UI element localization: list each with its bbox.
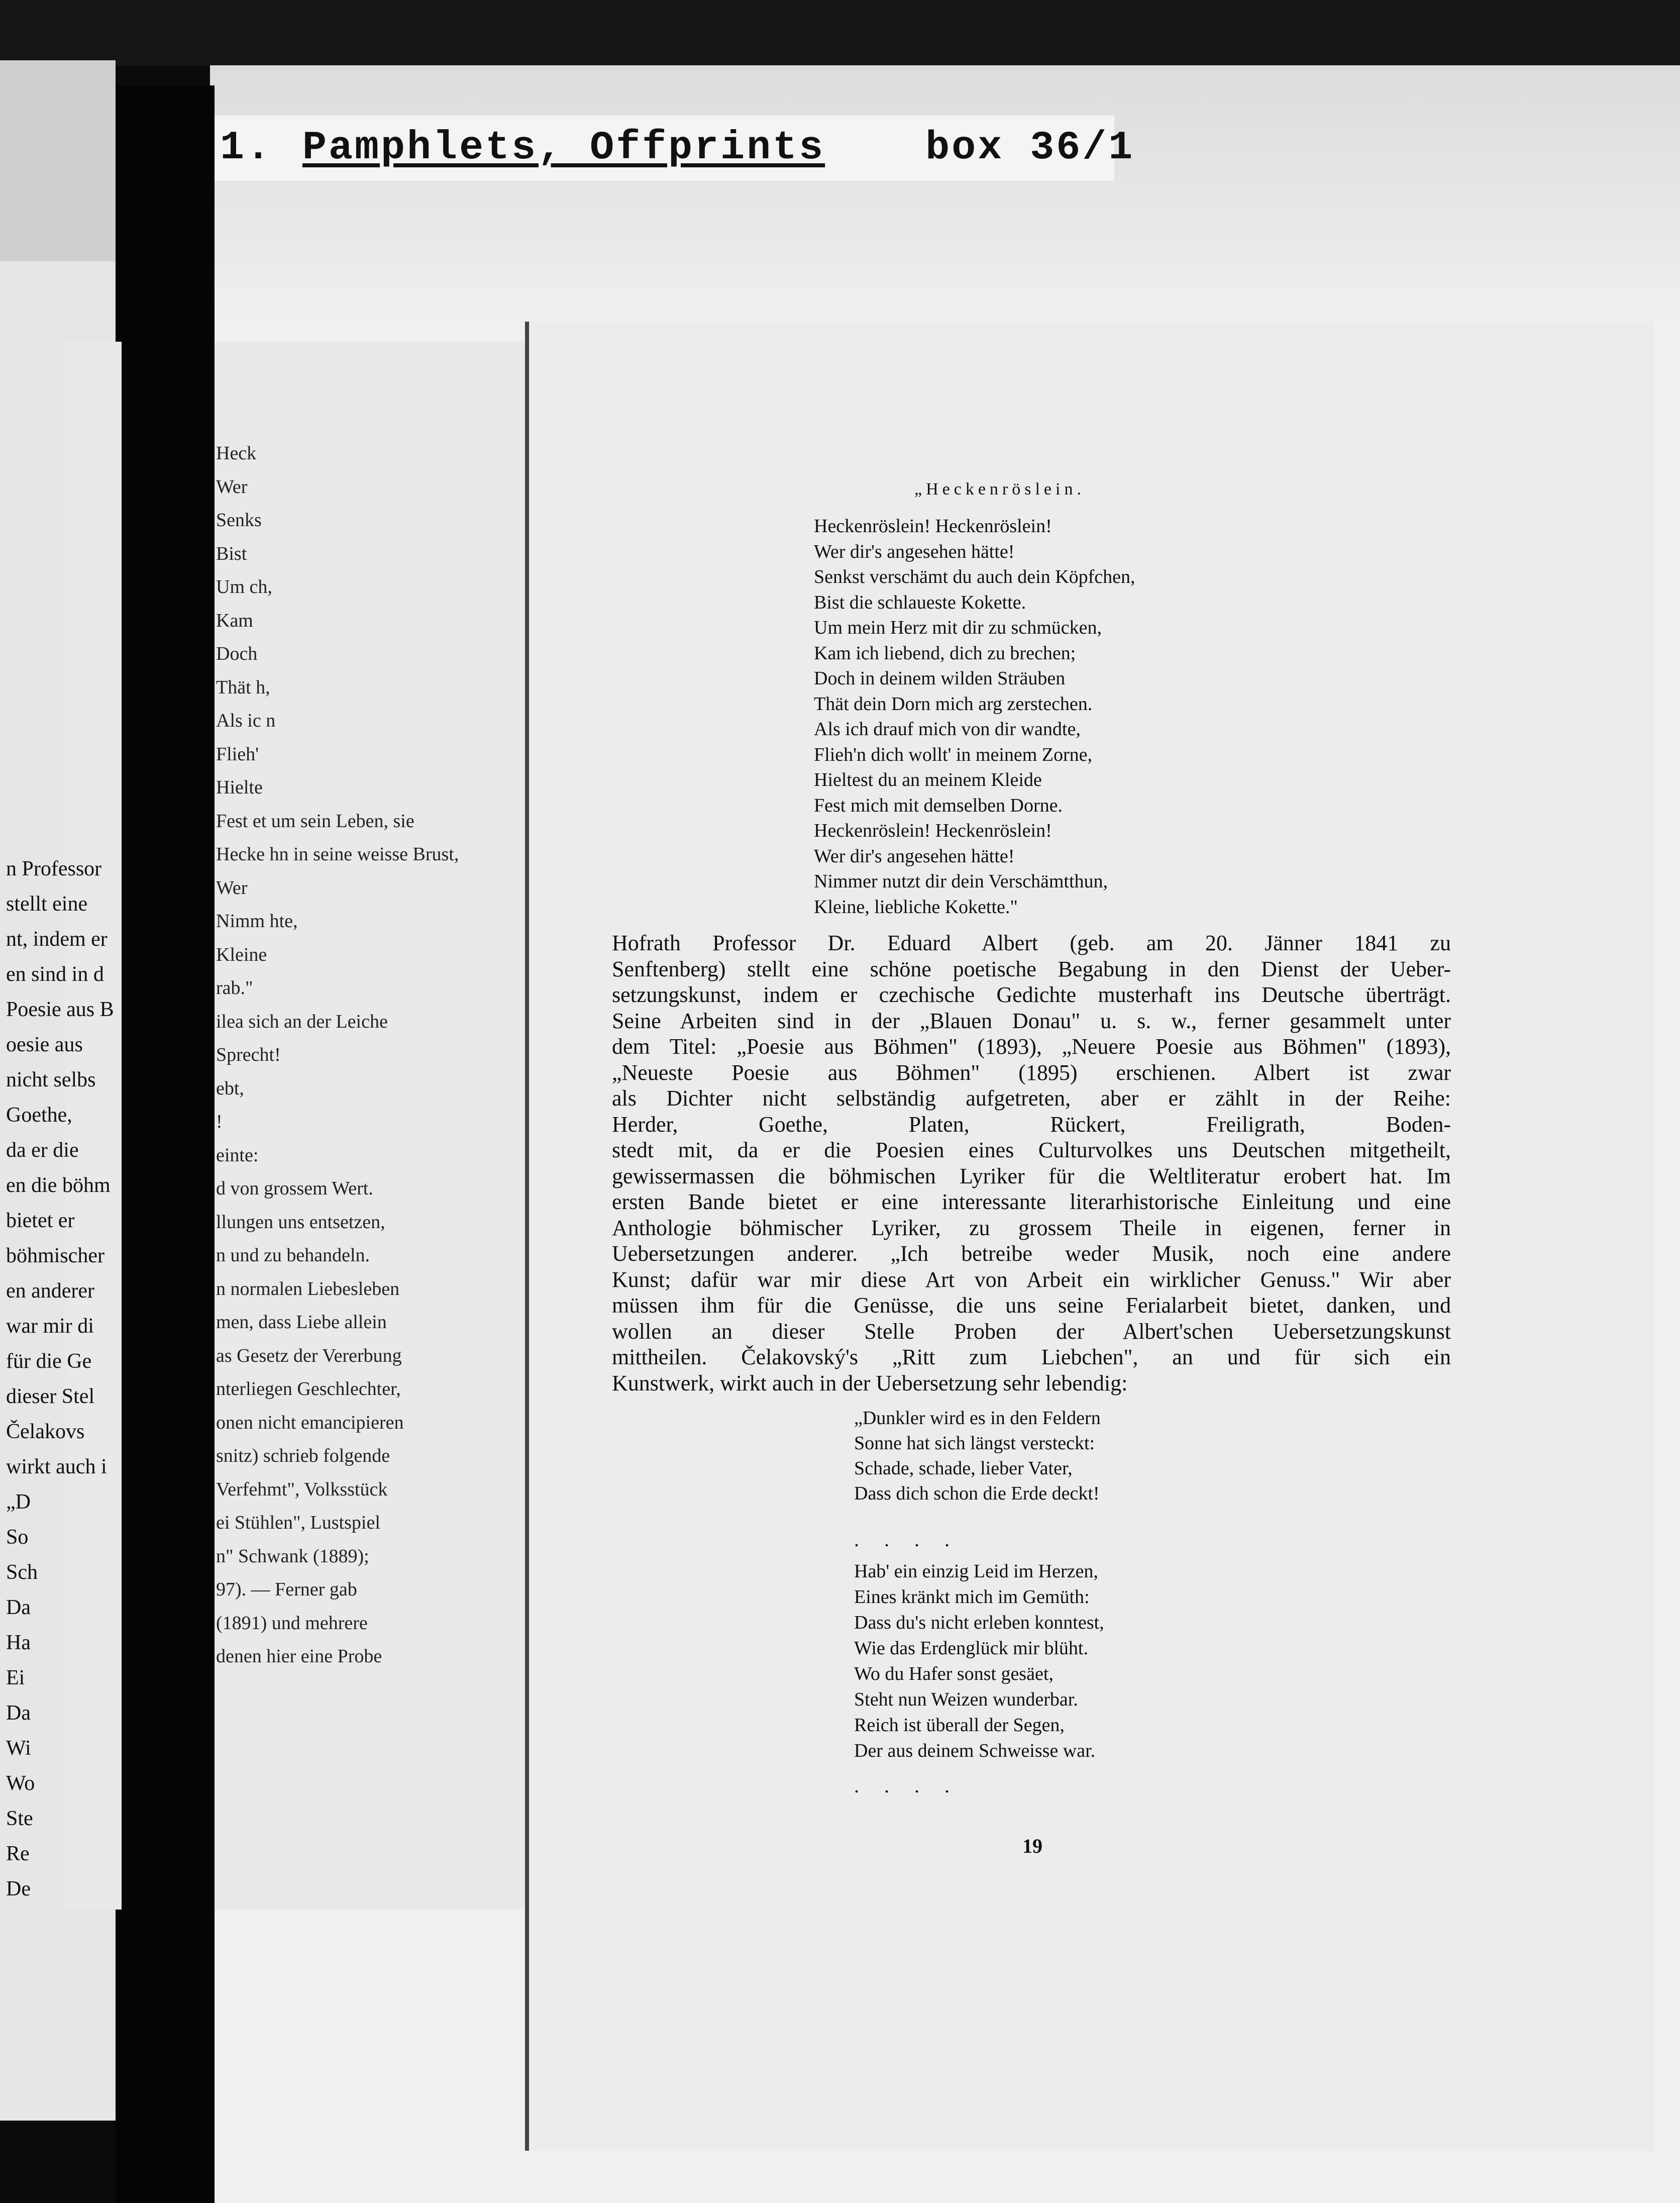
page-number: 19 <box>1022 1835 1042 1857</box>
text-line: Verfehmt", Volksstück <box>216 1478 388 1500</box>
text-line: n normalen Liebesleben <box>216 1278 400 1299</box>
text-line: Poesie aus B <box>6 998 114 1021</box>
text-line: dem Titel: „Poesie aus Böhmen" (1893), „Neuere Poesie aus Böhmen" (1893), <box>612 1034 1451 1059</box>
text-line: Flieh'n dich wollt' in meinem Zorne, <box>814 744 1093 765</box>
text-line: Kleine <box>216 944 267 965</box>
text-line: Senkst verschämt du auch dein Köpfchen, <box>814 566 1135 587</box>
text-line: nterliegen Geschlechter, <box>216 1378 401 1399</box>
text-line: ei Stühlen", Lustspiel <box>216 1512 380 1533</box>
previous-frame-edge <box>0 60 116 271</box>
text-line: Schade, schade, lieber Vater, <box>854 1458 1073 1479</box>
text-line: stellt eine <box>6 892 88 916</box>
text-line: da er die <box>6 1139 79 1162</box>
text-line: rab." <box>216 977 253 998</box>
text-line: wirkt auch i <box>6 1455 107 1478</box>
archive-label <box>210 116 1135 181</box>
text-line: Nimmer nutzt dir dein Verschämtthun, <box>814 871 1108 892</box>
text-line: So <box>6 1526 29 1549</box>
text-line: Fest mich mit demselben Dorne. <box>814 794 1063 816</box>
text-line: Nimm hte, <box>216 911 298 932</box>
text-line: Kam <box>216 610 253 631</box>
text-line: onen nicht emancipieren <box>216 1412 404 1433</box>
film-gutter-overlay <box>122 85 215 2203</box>
label-title: Pamphlets, Offprints <box>302 125 825 171</box>
text-line: Wi <box>6 1737 31 1760</box>
text-line: Sch <box>6 1561 38 1584</box>
text-line: Als ic n <box>216 710 276 731</box>
text-line: Reich ist überall der Segen, <box>854 1715 1065 1736</box>
text-line: Um ch, <box>216 576 272 597</box>
text-line: en anderer <box>6 1279 95 1303</box>
text-line: Hofrath Professor Dr. Eduard Albert (geb. am 20. Jänner 1841 zu <box>612 931 1451 955</box>
text-line: wollen an dieser Stelle Proben der Albert'schen Uebersetzungskunst <box>612 1319 1451 1344</box>
text-line: ! <box>216 1111 223 1132</box>
text-line: Senks <box>216 510 262 531</box>
text-line: Heckenröslein! Heckenröslein! <box>814 820 1052 841</box>
text-line: Seine Arbeiten sind in der „Blauen Donau" u. s. w., ferner gesammelt unter <box>612 1008 1451 1033</box>
text-line: „Dunkler wird es in den Feldern <box>854 1408 1101 1429</box>
text-line: ilea sich an der Leiche <box>216 1011 388 1032</box>
text-line: en die böhm <box>6 1174 111 1197</box>
text-line: Kleine, liebliche Kokette." <box>814 896 1018 918</box>
text-line: Doch in deinem wilden Sträuben <box>814 668 1066 689</box>
text-line: Sprecht! <box>216 1044 281 1065</box>
text-line: n und zu behandeln. <box>216 1245 370 1266</box>
text-line: Senftenberg) stellt eine schöne poetische Begabung in den Dienst der Ueber- <box>612 956 1451 981</box>
text-line: Dass dich schon die Erde deckt! <box>854 1483 1100 1504</box>
text-line: ersten Bande bietet er eine interessante literarhistorische Einleitung und eine <box>612 1189 1451 1214</box>
text-line: Herder, Goethe, Platen, Rückert, Freiligrath, Boden- <box>612 1112 1451 1137</box>
text-line: Heckenröslein! Heckenröslein! <box>814 516 1052 537</box>
text-line: Da <box>6 1701 31 1725</box>
text-line: snitz) schrieb folgende <box>216 1445 390 1466</box>
poem-title: „Heckenröslein. <box>914 480 1085 498</box>
text-line: d von grossem Wert. <box>216 1178 373 1199</box>
text-line: Hecke hn in seine weisse Brust, <box>216 844 459 865</box>
text-line: nicht selbs <box>6 1068 96 1091</box>
text-line: Da <box>6 1596 31 1619</box>
text-line: Als ich drauf mich von dir wandte, <box>814 719 1081 740</box>
text-line: „Neueste Poesie aus Böhmen" (1895) erschienen. Albert ist zwar <box>612 1060 1451 1085</box>
text-line: mittheilen. Čelakovský's „Ritt zum Liebchen", an und für sich ein <box>612 1345 1451 1369</box>
text-line: Heck <box>216 443 257 464</box>
text-line: Hieltest du an meinem Kleide <box>814 769 1042 790</box>
text-line: setzungskunst, indem er czechische Gedichte musterhaft ins Deutsche überträgt. <box>612 982 1451 1007</box>
text-line: Sonne hat sich längst versteckt: <box>854 1433 1095 1454</box>
text-line: Kunst; dafür war mir diese Art von Arbeit ein wirklicher Genuss." Wir aber <box>612 1267 1451 1292</box>
text-line: en sind in d <box>6 963 104 986</box>
text-line: Kunstwerk, wirkt auch in der Uebersetzung sehr lebendig: <box>612 1370 1128 1395</box>
text-line: Goethe, <box>6 1104 72 1127</box>
text-line: Wer dir's angesehen hätte! <box>814 541 1015 562</box>
text-line: Ste <box>6 1807 33 1830</box>
text-line: Flieh' <box>216 743 259 765</box>
text-line: Doch <box>216 643 258 664</box>
text-line: n Professor <box>6 857 102 880</box>
text-line: n" Schwank (1889); <box>216 1545 369 1567</box>
text-line: llungen uns entsetzen, <box>216 1211 385 1233</box>
text-line: nt, indem er <box>6 928 108 951</box>
ellipsis-1: . . . . <box>854 1528 960 1551</box>
text-line: Wer <box>216 476 248 497</box>
text-line: Ha <box>6 1631 31 1654</box>
text-line: ebt, <box>216 1077 244 1099</box>
label-box: box 36/1 <box>925 125 1135 171</box>
text-line: gewissermassen die böhmischen Lyriker für die Weltliteratur erobert hat. Im <box>612 1163 1451 1188</box>
text-line: Um mein Herz mit dir zu schmücken, <box>814 617 1102 638</box>
text-line: Wer dir's angesehen hätte! <box>814 845 1015 867</box>
label-number: 1. <box>220 125 273 171</box>
text-line: war mir di <box>6 1315 94 1338</box>
film-border-top <box>0 0 1680 65</box>
text-line: Dass du's nicht erleben konntest, <box>854 1612 1104 1633</box>
text-line: Hab' ein einzig Leid im Herzen, <box>854 1561 1098 1582</box>
text-line: Der aus deinem Schweisse war. <box>854 1740 1096 1761</box>
text-line: böhmischer <box>6 1244 104 1267</box>
ellipsis-2: . . . . <box>854 1774 960 1797</box>
text-line: Kam ich liebend, dich zu brechen; <box>814 642 1076 664</box>
text-line: oesie aus <box>6 1033 83 1056</box>
text-line: müssen ihm für die Genüsse, die uns seine Ferialarbeit bietet, danken, und <box>612 1293 1451 1318</box>
text-line: 97). — Ferner gab <box>216 1579 357 1600</box>
text-line: Thät h, <box>216 676 270 698</box>
text-line: Uebersetzungen anderer. „Ich betreibe weder Musik, noch eine andere <box>612 1241 1451 1266</box>
text-line: as Gesetz der Vererbung <box>216 1345 402 1366</box>
text-line: als Dichter nicht selbständig aufgetreten, aber er zählt in der Reihe: <box>612 1086 1451 1111</box>
text-line: Wo <box>6 1772 35 1795</box>
text-line: Wie das Erdenglück mir blüht. <box>854 1638 1088 1659</box>
text-line: Wo du Hafer sonst gesäet, <box>854 1663 1054 1684</box>
text-line: Bist die schlaueste Kokette. <box>814 591 1026 613</box>
text-line: Ei <box>6 1666 25 1689</box>
text-line: Anthologie böhmischer Lyriker, zu grossem Theile in eigenen, ferner in <box>612 1215 1451 1240</box>
text-line: dieser Stel <box>6 1385 95 1408</box>
card-shading <box>210 65 1680 327</box>
text-line: Fest et um sein Leben, sie <box>216 810 414 832</box>
text-line: Wer <box>216 877 248 898</box>
text-line: Čelakovs <box>6 1420 85 1443</box>
text-line: denen hier eine Probe <box>216 1646 382 1667</box>
text-line: De <box>6 1877 31 1900</box>
text-line: Re <box>6 1842 30 1865</box>
text-line: Bist <box>216 543 247 564</box>
text-line: Thät dein Dorn mich arg zerstechen. <box>814 693 1093 715</box>
text-line: stedt mit, da er die Poesien eines Culturvolkes uns Deutschen mitgetheilt, <box>612 1138 1451 1162</box>
text-line: Eines kränkt mich im Gemüth: <box>854 1586 1090 1608</box>
text-line: einte: <box>216 1144 259 1166</box>
text-line: „D <box>6 1490 31 1514</box>
text-line: für die Ge <box>6 1350 92 1373</box>
text-line: Hielte <box>216 777 263 798</box>
text-line: Steht nun Weizen wunderbar. <box>854 1689 1078 1710</box>
text-line: men, dass Liebe allein <box>216 1312 387 1333</box>
text-line: bietet er <box>6 1209 75 1232</box>
text-line: (1891) und mehrere <box>216 1612 368 1634</box>
